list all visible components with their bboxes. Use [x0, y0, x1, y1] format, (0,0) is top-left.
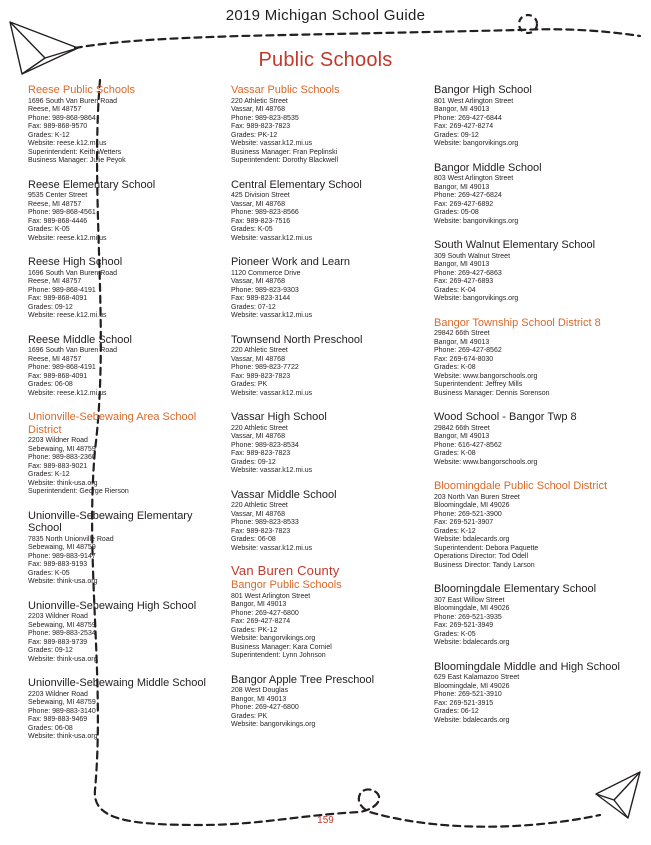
contact-line: Sebewaing, MI 48759: [28, 699, 96, 706]
contact-line: Business Manager: Kara Corniel: [231, 643, 332, 651]
contact-line: Fax: 269-427-8274: [231, 618, 291, 625]
school-name: Reese Middle School: [28, 333, 132, 346]
school-entry: [28, 677, 218, 742]
contact-line: Bangor, MI 49013: [434, 433, 490, 440]
school-name: Townsend North Preschool: [231, 333, 363, 346]
school-entry: [231, 256, 427, 321]
school-name: Unionville-Sebewaing High School: [28, 599, 197, 612]
contact-line: 629 East Kalamazoo Street: [434, 674, 520, 681]
contact-line: Grades: K-12: [28, 471, 70, 478]
contact-line: Fax: 989-883-9469: [28, 716, 88, 723]
contact-line: Vassar, MI 48768: [231, 355, 285, 363]
contact-line: Business Manager: Fran Peplinski: [231, 148, 338, 156]
contact-line: Bangor, MI 49013: [434, 338, 490, 346]
contact-line: 220 Athletic Street: [231, 502, 288, 509]
contact-line: 220 Athletic Street: [231, 424, 288, 432]
contact-line: Reese, MI 48757: [28, 278, 82, 285]
school-entry: [231, 334, 427, 399]
school-entry: [231, 489, 427, 554]
contact-line: Business Director: Tandy Larson: [434, 561, 535, 569]
contact-line: Website: reese.k12.mi.us: [28, 312, 107, 319]
contact-line: 203 North Van Buren Street: [434, 493, 520, 501]
contact-line: Grades: PK: [231, 381, 268, 388]
contact-line: 801 West Arlington Street: [434, 97, 514, 105]
contact-line: Phone: 989-883-3140: [28, 707, 96, 715]
contact-line: Phone: 989-823-8533: [231, 519, 299, 526]
contact-line: Website: reese.k12.mi.us: [28, 140, 107, 147]
contact-line: 2203 Wildner Road: [28, 613, 88, 620]
contact-line: Bangor, MI 49013: [231, 695, 287, 703]
contact-line: 220 Athletic Street: [231, 347, 288, 354]
school-name: Bloomingdale Elementary School: [434, 583, 597, 595]
contact-line: Website: think-usa.org: [28, 578, 98, 585]
contact-line: Fax: 989-883-9739: [28, 638, 88, 646]
contact-line: Grades: K-12: [434, 527, 476, 535]
contact-line: Grades: K-05: [434, 630, 476, 638]
contact-line: Website: bdalecards.org: [434, 536, 510, 543]
directory-column-2: [231, 84, 427, 743]
contact-line: Website: think-usa.org: [28, 655, 98, 663]
contact-line: Fax: 989-823-7823: [231, 527, 291, 535]
contact-line: Superintendent: George Rierson: [28, 488, 129, 495]
school-name: Reese High School: [28, 256, 123, 268]
contact-line: Phone: 989-868-4561: [28, 209, 96, 216]
contact-line: Grades: K-08: [434, 450, 476, 457]
contact-line: Phone: 269-427-6800: [231, 704, 299, 711]
contact-line: Phone: 989-823-8535: [231, 114, 299, 122]
contact-line: Grades: PK-12: [231, 626, 278, 634]
contact-line: Website: bangorvikings.org: [231, 635, 316, 642]
directory-column-1: [28, 84, 218, 755]
contact-line: Grades: 09-12: [28, 303, 73, 311]
district-name: Vassar Public Schools: [231, 84, 340, 96]
directory-column-3: [434, 84, 639, 738]
contact-line: Bangor, MI 49013: [434, 106, 490, 113]
contact-line: Grades: PK: [231, 712, 268, 720]
school-entry: [434, 411, 639, 467]
contact-line: Fax: 989-883-9021: [28, 462, 88, 470]
contact-line: 9535 Center Street: [28, 192, 88, 199]
district-entry: [434, 317, 639, 399]
school-name: Reese Elementary School: [28, 178, 156, 191]
contact-line: Fax: 989-868-4446: [28, 217, 88, 225]
contact-line: Phone: 989-883-2534: [28, 630, 96, 637]
contact-line: Superintendent: Lynn Johnson: [231, 652, 326, 659]
contact-line: Website: bangorvikings.org: [434, 140, 519, 147]
contact-line: 803 West Arlington Street: [434, 175, 514, 182]
school-name: Bangor Middle School: [434, 161, 542, 174]
school-name: Central Elementary School: [231, 178, 362, 191]
contact-line: Reese, MI 48757: [28, 355, 82, 363]
school-name: Unionville-Sebewaing Elementary School: [28, 509, 193, 534]
contact-line: Grades: K-04: [434, 286, 476, 294]
contact-line: Phone: 269-521-3935: [434, 613, 502, 621]
district-name: Bangor Public Schools: [231, 579, 342, 591]
district-entry: [231, 564, 427, 661]
contact-line: Sebewaing, MI 48759: [28, 621, 96, 629]
contact-line: Vassar, MI 48768: [231, 200, 285, 208]
contact-line: Website: bdalecards.org: [434, 639, 510, 646]
contact-line: Website: www.bangorschools.org: [434, 458, 538, 466]
contact-line: Phone: 989-823-8534: [231, 441, 299, 449]
contact-line: Fax: 989-823-7823: [231, 450, 291, 457]
contact-line: Bloomingdale, MI 49026: [434, 605, 510, 612]
school-entry: [434, 162, 639, 227]
contact-line: Website: vassar.k12.mi.us: [231, 544, 313, 552]
contact-line: Phone: 269-427-6824: [434, 192, 502, 199]
contact-line: Vassar, MI 48768: [231, 106, 285, 113]
contact-line: Phone: 269-521-3900: [434, 510, 502, 518]
contact-line: Fax: 269-427-6893: [434, 278, 494, 285]
contact-line: Sebewaing, MI 48759: [28, 544, 96, 551]
contact-line: Grades: 06-08: [28, 381, 73, 388]
contact-line: Superintendent: Keith Wetters: [28, 148, 122, 156]
contact-line: Fax: 989-868-4091: [28, 295, 88, 302]
contact-line: 2203 Wildner Road: [28, 437, 88, 444]
contact-line: Website: bdalecards.org: [434, 716, 510, 724]
district-name: Unionville-Sebewaing Area School District: [28, 411, 197, 436]
contact-line: Bloomingdale, MI 49026: [434, 682, 510, 690]
school-name: Unionville-Sebewaing Middle School: [28, 677, 206, 689]
contact-line: Website: bangorvikings.org: [434, 217, 519, 225]
contact-line: Fax: 989-823-7516: [231, 217, 291, 225]
contact-line: Fax: 989-883-9193: [28, 561, 88, 568]
school-name: Bloomingdale Middle and High School: [434, 660, 620, 673]
school-entry: [434, 84, 639, 149]
district-name: Bloomingdale Public School District: [434, 480, 608, 492]
contact-line: Bangor, MI 49013: [231, 601, 287, 608]
contact-line: Phone: 989-868-4191: [28, 286, 96, 294]
page-number: 159: [317, 815, 334, 826]
contact-line: Fax: 269-521-3915: [434, 699, 494, 707]
school-entry: [434, 239, 639, 304]
contact-line: 2203 Wildner Road: [28, 690, 88, 698]
school-entry: [231, 179, 427, 244]
contact-line: Grades: 09-12: [231, 458, 276, 466]
contact-line: Website: vassar.k12.mi.us: [231, 140, 313, 147]
contact-line: Phone: 989-868-4191: [28, 364, 96, 371]
contact-line: Grades: K-05: [231, 226, 273, 233]
contact-line: Superintendent: Debora Paquette: [434, 544, 539, 552]
contact-line: Fax: 989-823-3144: [231, 295, 291, 302]
contact-line: 307 East Willow Street: [434, 596, 505, 604]
contact-line: 801 West Arlington Street: [231, 592, 311, 600]
contact-line: Operations Director: Tod Odell: [434, 553, 529, 560]
school-name: Bangor Apple Tree Preschool: [231, 673, 375, 686]
district-entry: [28, 84, 218, 166]
contact-line: Website: www.bangorschools.org: [434, 372, 538, 380]
contact-line: 7835 North Unionville Road: [28, 535, 114, 543]
contact-line: Grades: 07-12: [231, 303, 276, 311]
contact-line: Grades: K-05: [28, 226, 70, 233]
district-name: Bangor Township School District 8: [434, 316, 601, 329]
district-name: Reese Public Schools: [28, 84, 136, 96]
school-entry: [28, 256, 218, 321]
contact-line: Website: reese.k12.mi.us: [28, 234, 107, 242]
contact-line: Phone: 989-823-7722: [231, 364, 299, 371]
school-entry: [28, 600, 218, 665]
school-name: Bangor High School: [434, 84, 532, 96]
school-entry: [434, 661, 639, 726]
contact-line: Phone: 269-427-6844: [434, 114, 502, 122]
contact-line: Fax: 989-868-9570: [28, 123, 88, 130]
school-name: Pioneer Work and Learn: [231, 256, 351, 268]
contact-line: Phone: 616-427-8562: [434, 441, 502, 449]
contact-line: Grades: 06-08: [28, 724, 73, 732]
contact-line: Fax: 989-823-7823: [231, 372, 291, 380]
contact-line: 1696 South Van Buren Road: [28, 269, 117, 277]
contact-line: Website: vassar.k12.mi.us: [231, 467, 313, 474]
contact-line: Bangor, MI 49013: [434, 183, 490, 191]
contact-line: Website: vassar.k12.mi.us: [231, 234, 313, 242]
contact-line: 1696 South Van Buren Road: [28, 97, 117, 105]
contact-line: Phone: 989-868-9864: [28, 114, 96, 122]
contact-line: Superintendent: Jeffrey Mills: [434, 381, 523, 388]
school-entry: [231, 411, 427, 476]
contact-line: Superintendent: Dorothy Blackwell: [231, 157, 339, 164]
section-title: Public Schools: [258, 49, 393, 71]
contact-line: Phone: 989-823-9303: [231, 286, 299, 294]
district-entry: [28, 411, 218, 497]
contact-line: Fax: 269-521-3907: [434, 519, 494, 526]
contact-line: Grades: K-05: [28, 569, 70, 577]
contact-line: Website: bangorvikings.org: [231, 721, 316, 728]
contact-line: Vassar, MI 48768: [231, 433, 285, 440]
school-name: Vassar Middle School: [231, 488, 337, 501]
contact-line: Grades: 06-08: [231, 536, 276, 543]
contact-line: Reese, MI 48757: [28, 200, 82, 208]
contact-line: Website: think-usa.org: [28, 733, 98, 740]
contact-line: Grades: K-12: [28, 131, 70, 139]
contact-line: Phone: 269-521-3910: [434, 691, 502, 698]
contact-line: Business Manager: Julie Peyok: [28, 157, 126, 164]
contact-line: Phone: 989-883-9147: [28, 552, 96, 560]
contact-line: Bangor, MI 49013: [434, 261, 490, 268]
contact-line: Website: vassar.k12.mi.us: [231, 312, 313, 319]
contact-line: Grades: 05-08: [434, 209, 479, 216]
contact-line: Fax: 989-868-4091: [28, 372, 88, 380]
school-name: Wood School - Bangor Twp 8: [434, 411, 577, 423]
school-entry: [28, 179, 218, 244]
contact-line: Bloomingdale, MI 49026: [434, 502, 510, 509]
contact-line: Fax: 269-427-6892: [434, 200, 494, 208]
county-heading: Van Buren County: [231, 563, 340, 578]
contact-line: Vassar, MI 48768: [231, 510, 285, 518]
contact-line: Fax: 989-823-7823: [231, 123, 291, 130]
contact-line: Vassar, MI 48768: [231, 278, 285, 285]
contact-line: 29842 66th Street: [434, 330, 490, 337]
contact-line: Grades: PK-12: [231, 131, 278, 139]
contact-line: Grades: 06-12: [434, 708, 479, 715]
contact-line: 1120 Commerce Drive: [231, 269, 301, 277]
contact-line: Fax: 269-521-3949: [434, 622, 494, 629]
contact-line: 1696 South Van Buren Road: [28, 347, 117, 354]
district-entry: [434, 480, 639, 570]
contact-line: Website: bangorvikings.org: [434, 295, 519, 302]
school-entry: [231, 674, 427, 730]
contact-line: 29842 66th Street: [434, 424, 490, 432]
contact-line: 425 Division Street: [231, 192, 290, 199]
school-name: Vassar High School: [231, 411, 327, 423]
contact-line: Phone: 989-823-8566: [231, 209, 299, 216]
contact-line: Fax: 269-427-8274: [434, 123, 494, 130]
contact-line: Phone: 989-883-2360: [28, 454, 96, 461]
paper-plane-icon-bottom: [596, 772, 640, 818]
contact-line: Sebewaing, MI 48759: [28, 445, 96, 453]
school-entry: [28, 334, 218, 399]
contact-line: Reese, MI 48757: [28, 106, 82, 113]
contact-line: Phone: 269-427-8562: [434, 347, 502, 354]
contact-line: Grades: 09-12: [28, 647, 73, 654]
school-entry: [28, 510, 218, 587]
contact-line: 309 South Walnut Street: [434, 252, 511, 260]
school-entry: [434, 583, 639, 648]
contact-line: Website: reese.k12.mi.us: [28, 389, 107, 397]
contact-line: Website: vassar.k12.mi.us: [231, 389, 313, 397]
contact-line: Business Manager: Dennis Sorenson: [434, 389, 550, 397]
contact-line: Phone: 269-427-6800: [231, 609, 299, 617]
school-name: South Walnut Elementary School: [434, 239, 596, 251]
contact-line: Phone: 269-427-6863: [434, 269, 502, 277]
contact-line: Grades: 09-12: [434, 131, 479, 139]
contact-line: 208 West Douglas: [231, 687, 289, 694]
guide-title: 2019 Michigan School Guide: [225, 7, 426, 24]
contact-line: 220 Athletic Street: [231, 97, 288, 105]
district-entry: [231, 84, 427, 166]
contact-line: Website: think-usa.org: [28, 479, 98, 487]
contact-line: Grades: K-08: [434, 364, 476, 371]
contact-line: Fax: 269-674-8030: [434, 355, 494, 363]
